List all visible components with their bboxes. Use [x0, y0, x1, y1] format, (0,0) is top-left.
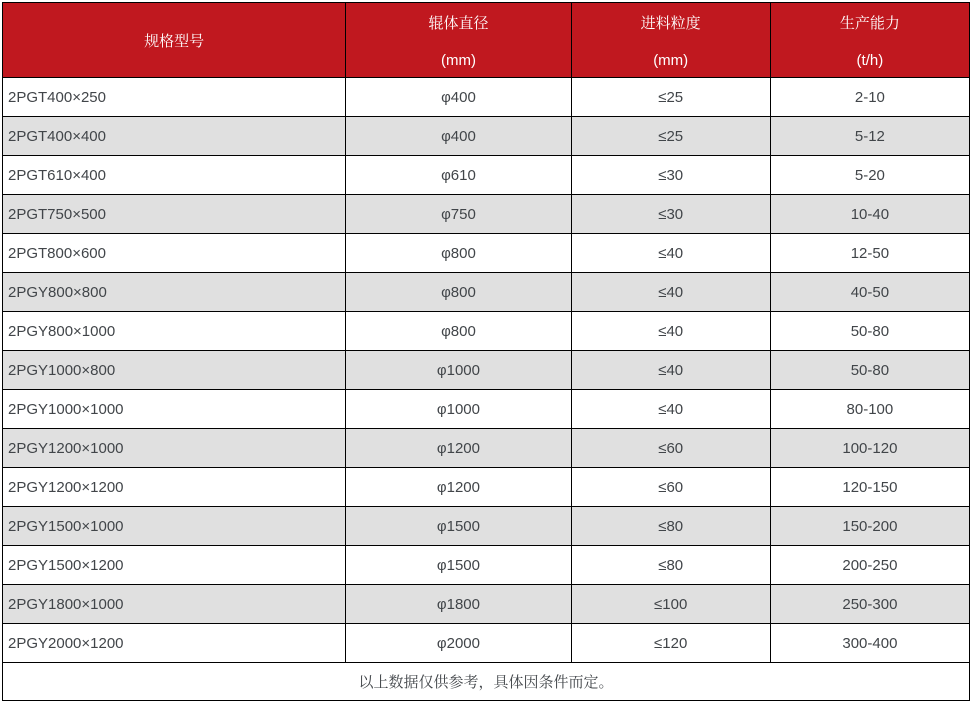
header-diameter-unit: (mm)	[440, 51, 476, 69]
header-cell-diameter	[346, 3, 571, 78]
model-cell: 2PGT800×600	[3, 234, 346, 273]
feed-cell: ≤40	[571, 390, 770, 429]
capacity-cell: 80-100	[770, 390, 969, 429]
model-cell: 2PGT400×250	[3, 78, 346, 117]
header-cell-feed	[571, 3, 770, 78]
spec-table	[2, 2, 970, 701]
model-cell: 2PGY1000×800	[3, 351, 346, 390]
feed-cell: ≤25	[571, 78, 770, 117]
table-row	[3, 390, 970, 429]
capacity-cell: 50-80	[770, 312, 969, 351]
model-cell: 2PGY1800×1000	[3, 585, 346, 624]
table-row	[3, 585, 970, 624]
capacity-cell: 10-40	[770, 195, 969, 234]
header-diameter-title: 辊体直径	[428, 14, 489, 32]
diameter-cell: φ1200	[346, 429, 571, 468]
header-cell-capacity	[770, 3, 969, 78]
diameter-cell: φ800	[346, 273, 571, 312]
model-cell: 2PGY1500×1000	[3, 507, 346, 546]
header-capacity-unit: (t/h)	[856, 51, 884, 69]
capacity-cell: 5-12	[770, 117, 969, 156]
table-row	[3, 624, 970, 663]
feed-cell: ≤25	[571, 117, 770, 156]
model-cell: 2PGT610×400	[3, 156, 346, 195]
model-cell: 2PGT750×500	[3, 195, 346, 234]
feed-cell: ≤120	[571, 624, 770, 663]
capacity-cell: 2-10	[770, 78, 969, 117]
capacity-cell: 120-150	[770, 468, 969, 507]
header-feed-title: 进料粒度	[640, 14, 701, 32]
model-cell: 2PGY1200×1000	[3, 429, 346, 468]
table-header	[3, 3, 970, 78]
capacity-cell: 12-50	[770, 234, 969, 273]
model-cell: 2PGY2000×1200	[3, 624, 346, 663]
footer-note: 以上数据仅供参考，具体因条件而定。	[3, 663, 970, 701]
diameter-cell: φ1000	[346, 390, 571, 429]
table-row	[3, 429, 970, 468]
diameter-cell: φ750	[346, 195, 571, 234]
header-row	[3, 3, 970, 78]
capacity-cell: 250-300	[770, 585, 969, 624]
feed-cell: ≤100	[571, 585, 770, 624]
feed-cell: ≤60	[571, 429, 770, 468]
diameter-cell: φ1200	[346, 468, 571, 507]
feed-cell: ≤40	[571, 273, 770, 312]
feed-cell: ≤30	[571, 156, 770, 195]
header-feed-unit: (mm)	[653, 51, 689, 69]
table-row	[3, 546, 970, 585]
feed-cell: ≤40	[571, 234, 770, 273]
model-cell: 2PGY1200×1200	[3, 468, 346, 507]
feed-cell: ≤30	[571, 195, 770, 234]
diameter-cell: φ800	[346, 234, 571, 273]
table-body	[3, 78, 970, 663]
model-cell: 2PGY1000×1000	[3, 390, 346, 429]
table-row	[3, 312, 970, 351]
table-row	[3, 156, 970, 195]
capacity-cell: 40-50	[770, 273, 969, 312]
diameter-cell: φ1500	[346, 507, 571, 546]
capacity-cell: 50-80	[770, 351, 969, 390]
capacity-cell: 150-200	[770, 507, 969, 546]
diameter-cell: φ400	[346, 117, 571, 156]
diameter-cell: φ610	[346, 156, 571, 195]
capacity-cell: 100-120	[770, 429, 969, 468]
header-cell-model	[3, 3, 346, 78]
table-row	[3, 468, 970, 507]
model-cell: 2PGY1500×1200	[3, 546, 346, 585]
capacity-cell: 200-250	[770, 546, 969, 585]
table-row	[3, 117, 970, 156]
table-row	[3, 507, 970, 546]
spec-table-container	[2, 2, 970, 701]
table-footer	[3, 663, 970, 701]
feed-cell: ≤40	[571, 312, 770, 351]
model-cell: 2PGY800×1000	[3, 312, 346, 351]
table-row	[3, 78, 970, 117]
table-row	[3, 351, 970, 390]
table-row	[3, 234, 970, 273]
diameter-cell: φ1800	[346, 585, 571, 624]
header-capacity-title: 生产能力	[839, 14, 900, 32]
feed-cell: ≤80	[571, 507, 770, 546]
diameter-cell: φ2000	[346, 624, 571, 663]
diameter-cell: φ800	[346, 312, 571, 351]
feed-cell: ≤80	[571, 546, 770, 585]
diameter-cell: φ1500	[346, 546, 571, 585]
table-row	[3, 273, 970, 312]
model-cell: 2PGT400×400	[3, 117, 346, 156]
capacity-cell: 5-20	[770, 156, 969, 195]
feed-cell: ≤60	[571, 468, 770, 507]
diameter-cell: φ1000	[346, 351, 571, 390]
diameter-cell: φ400	[346, 78, 571, 117]
footer-row	[3, 663, 970, 701]
capacity-cell: 300-400	[770, 624, 969, 663]
table-row	[3, 195, 970, 234]
feed-cell: ≤40	[571, 351, 770, 390]
model-cell: 2PGY800×800	[3, 273, 346, 312]
header-model-title: 规格型号	[144, 32, 205, 50]
